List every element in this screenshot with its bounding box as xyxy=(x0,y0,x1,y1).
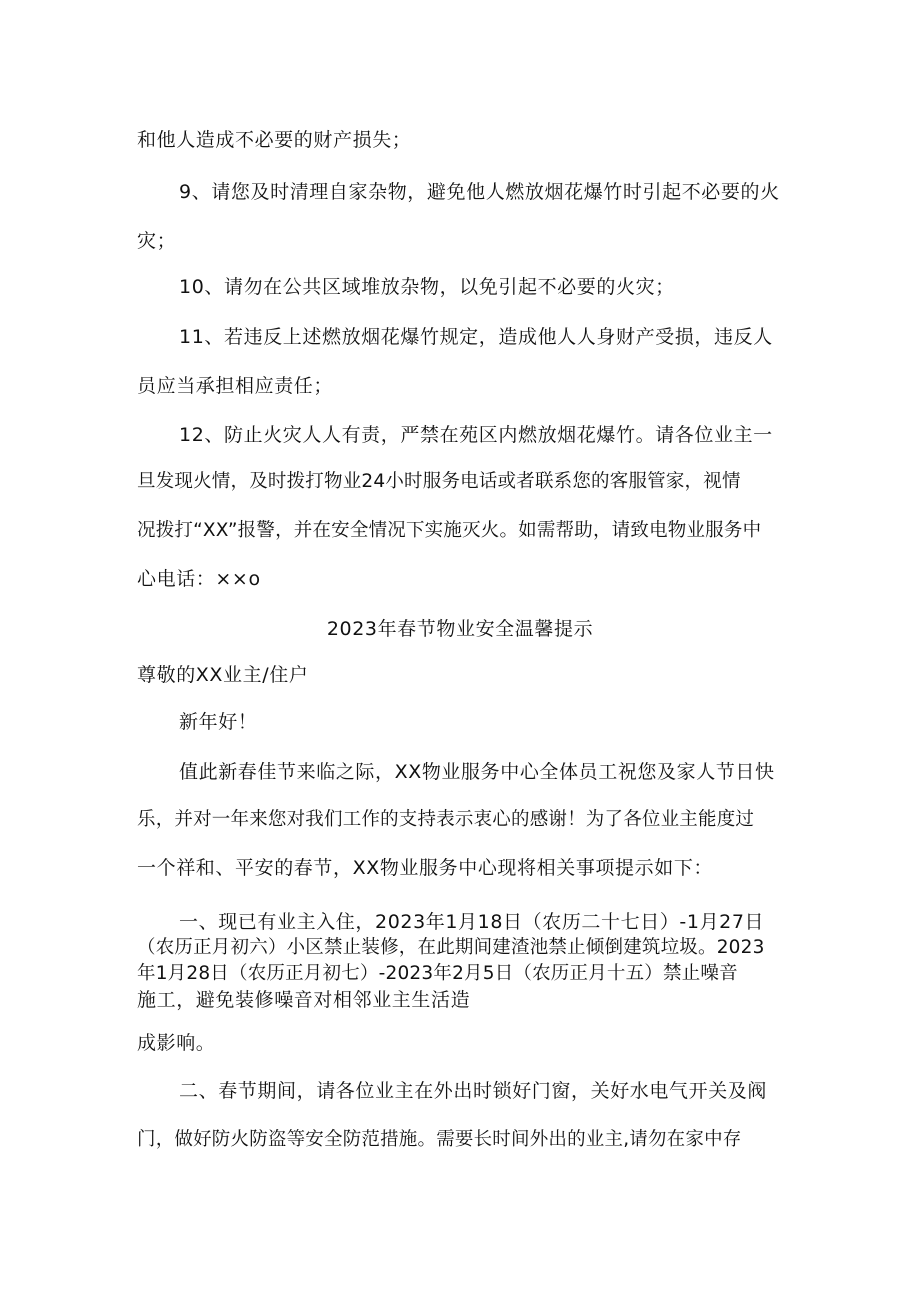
item-12-line-cont: 旦发现火情，及时拨打物业24小时服务电话或者联系您的客服管家，视情 xyxy=(137,471,741,492)
section-one-line: 一、现已有业主入住，2023年1月18日（农历二十七日）-1月27日 xyxy=(179,911,765,933)
intro-line-cont: 乐，并对一年来您对我们工作的支持表示衷心的感谢！为了各位业主能度过 xyxy=(137,809,755,830)
document-title: 2023年春节物业安全温馨提示 xyxy=(326,618,594,640)
greeting: 新年好！ xyxy=(179,711,258,733)
item-9-line: 9、请您及时清理自家杂物，避免他人燃放烟花爆竹时引起不必要的火 xyxy=(179,181,780,203)
item-12-line: 12、防止火灾人人有责，严禁在苑区内燃放烟花爆竹。请各位业主一 xyxy=(179,424,773,446)
salutation: 尊敬的XX业主/住户 xyxy=(137,664,309,686)
item-11-line: 11、若违反上述燃放烟花爆竹规定，造成他人人身财产受损，违反人 xyxy=(179,326,773,348)
item-12-line-cont: 心电话：××o xyxy=(137,568,261,590)
section-two-line-cont: 门，做好防火防盗等安全防范措施。需要长时间外出的业主,请勿在家中存 xyxy=(137,1129,742,1150)
item-10-line: 10、请勿在公共区域堆放杂物，以免引起不必要的火灾； xyxy=(179,276,675,298)
intro-line: 值此新春佳节来临之际，XX物业服务中心全体员工祝您及家人节日快 xyxy=(179,761,775,783)
intro-line-cont: 一个祥和、平安的春节，XX物业服务中心现将相关事项提示如下： xyxy=(137,857,714,879)
section-one-line-cont: （农历正月初六）小区禁止装修，在此期间建渣池禁止倾倒建筑垃圾。2023 xyxy=(137,937,765,958)
paragraph-line: 和他人造成不必要的财产损失； xyxy=(137,129,412,151)
item-11-line-cont: 员应当承担相应责任； xyxy=(137,375,334,397)
item-12-line-cont: 况拨打“XX”报警，并在安全情况下实施灭火。如需帮助，请致电物业服务中 xyxy=(137,520,762,541)
section-two-line: 二、春节期间，请各位业主在外出时锁好门窗，关好水电气开关及阀 xyxy=(179,1080,768,1102)
section-one-line-cont: 施工，避免装修噪音对相邻业主生活造 xyxy=(137,989,471,1011)
section-one-line-cont: 年1月28日（农历正月初七）-2023年2月5日（农历正月十五）禁止噪音 xyxy=(137,963,738,984)
section-one-line-end: 成影响。 xyxy=(137,1032,216,1054)
item-9-line-cont: 灾； xyxy=(137,230,177,252)
